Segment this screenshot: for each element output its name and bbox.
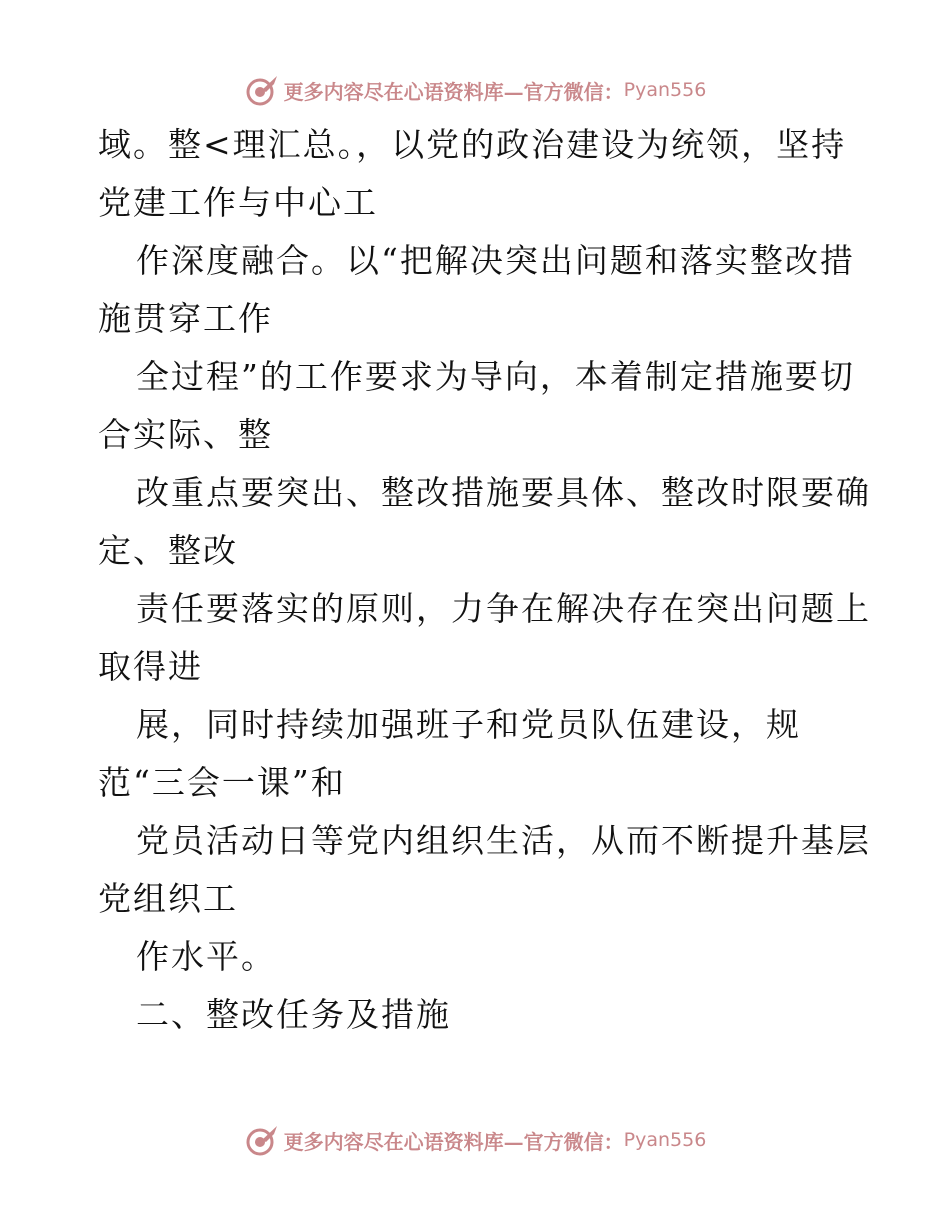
text-line: 改重点要突出、整改措施要具体、整改时限要确 [136, 473, 871, 512]
text-line: 定、整改 [98, 531, 238, 570]
text-line: 作水平。 [136, 937, 276, 976]
text-line: 党建工作与中心工 [98, 183, 378, 222]
quill-pen-seal-icon [244, 1122, 280, 1158]
banner-text: 更多内容尽在心语资料库—官方微信： [283, 79, 624, 104]
document-body [98, 116, 878, 1044]
text-line: 党组织工 [98, 879, 238, 918]
banner-text: 更多内容尽在心语资料库—官方微信： [283, 1129, 624, 1154]
footer-banner [0, 1120, 950, 1160]
text-line: 责任要落实的原则，力争在解决存在突出问题上 [136, 589, 871, 628]
text-line: 取得进 [98, 647, 203, 686]
quill-pen-seal-icon [244, 72, 280, 108]
text-line: 域。整<理汇总。，以党的政治建设为统领，坚持 [98, 125, 847, 164]
header-banner [0, 70, 950, 110]
text-line: 全过程”的工作要求为导向，本着制定措施要切 [136, 357, 855, 396]
text-line: 党员活动日等党内组织生活，从而不断提升基层 [136, 821, 871, 860]
text-line: 范“三会一课”和 [98, 763, 346, 802]
banner-wechat-id: Pyan556 [623, 1129, 707, 1151]
text-line: 合实际、整 [98, 415, 273, 454]
section-heading: 二、整改任务及措施 [136, 995, 451, 1034]
text-line: 展，同时持续加强班子和党员队伍建设，规 [136, 705, 801, 744]
banner-wechat-id: Pyan556 [623, 79, 707, 101]
text-line: 作深度融合。以“把解决突出问题和落实整改措 [136, 241, 855, 280]
text-line: 施贯穿工作 [98, 299, 273, 338]
